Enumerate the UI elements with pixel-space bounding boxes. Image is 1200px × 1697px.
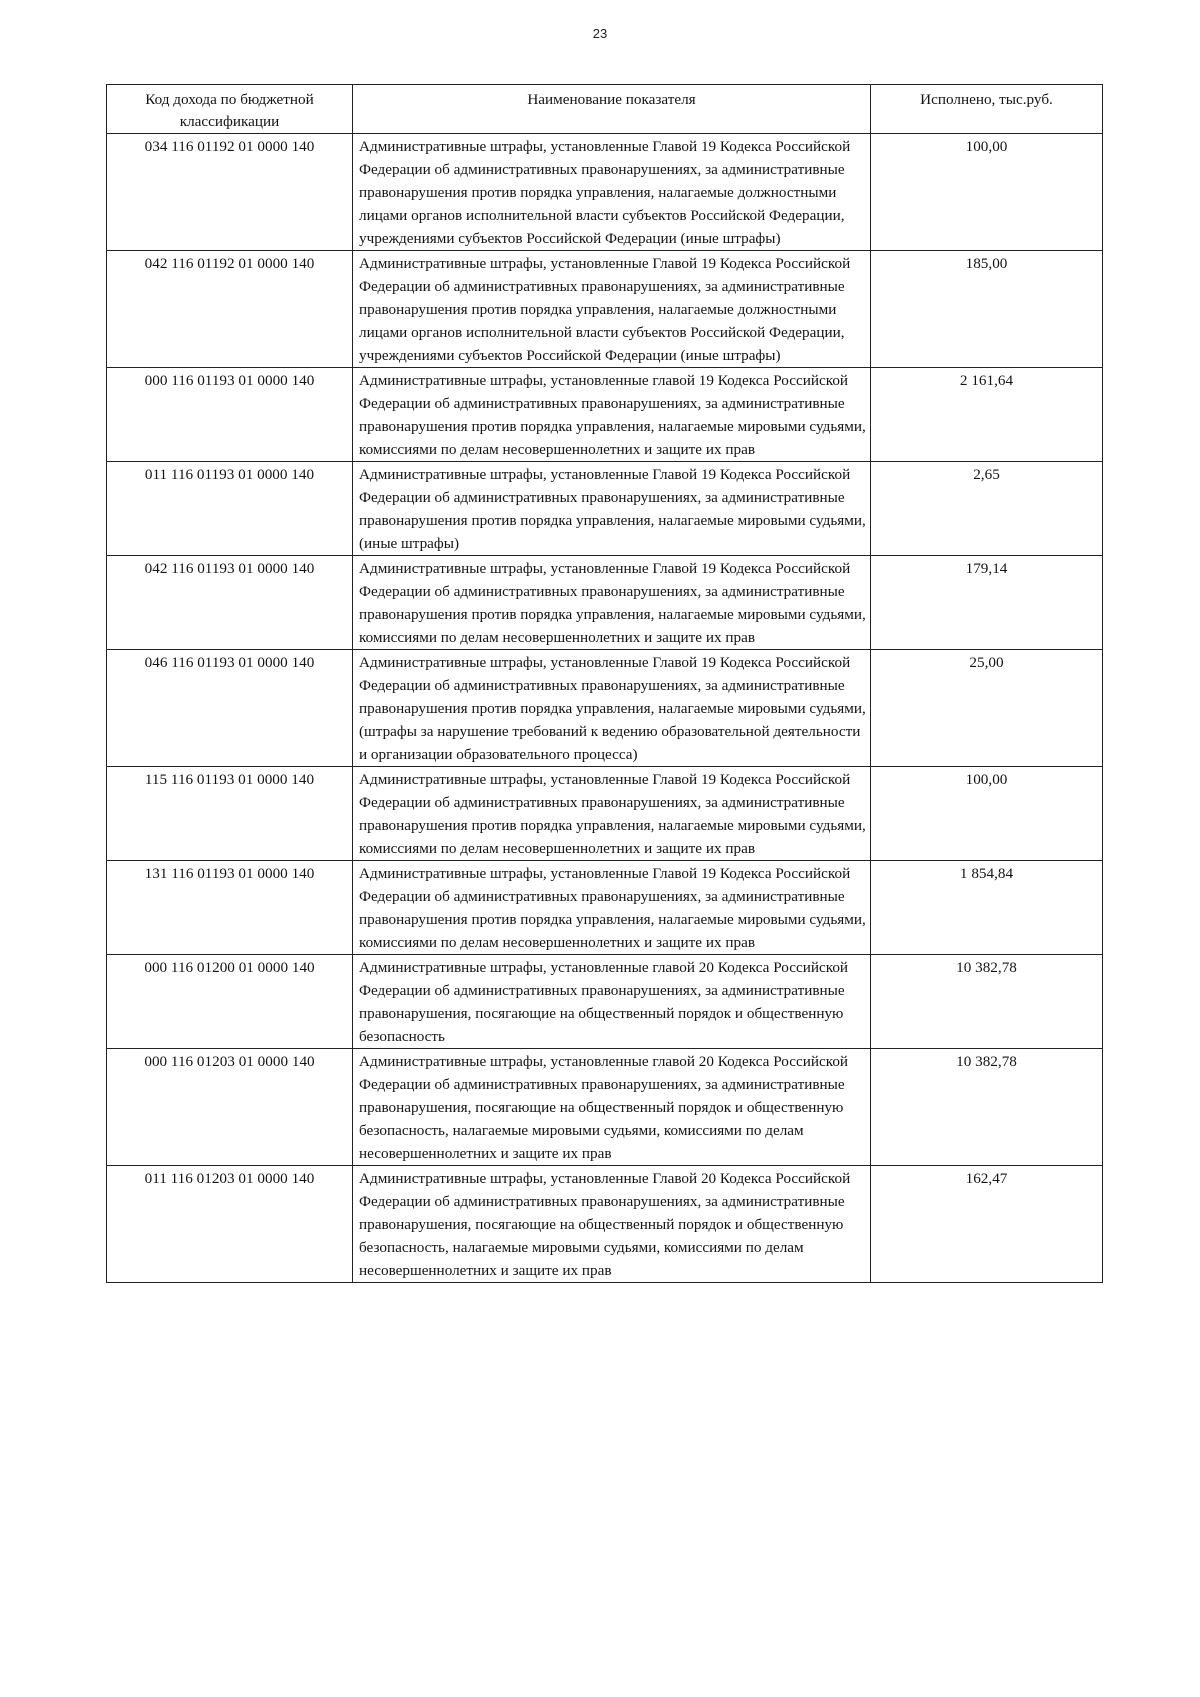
cell-name: Административные штрафы, установленные Главой 19 Кодекса Российской Федерации об административных правонарушениях, за административные правонарушения против порядка управления, налагаемые мировыми судьями, комиссиями по делам несовершеннолетних и защите их прав xyxy=(353,861,871,955)
table-row xyxy=(107,955,1103,1049)
table-row xyxy=(107,1049,1103,1166)
header-code: Код дохода по бюджетной классификации xyxy=(107,85,353,134)
cell-code: 046 116 01193 01 0000 140 xyxy=(107,650,353,767)
cell-code: 034 116 01192 01 0000 140 xyxy=(107,134,353,251)
cell-code: 131 116 01193 01 0000 140 xyxy=(107,861,353,955)
table-row xyxy=(107,251,1103,368)
table-header-row xyxy=(107,85,1103,134)
table-row xyxy=(107,368,1103,462)
cell-value: 25,00 xyxy=(871,650,1103,767)
table-row xyxy=(107,767,1103,861)
header-name: Наименование показателя xyxy=(353,85,871,134)
table-row xyxy=(107,861,1103,955)
page-number: 23 xyxy=(592,26,608,41)
revenue-table xyxy=(106,84,1103,1283)
cell-code: 011 116 01203 01 0000 140 xyxy=(107,1166,353,1283)
cell-value: 1 854,84 xyxy=(871,861,1103,955)
cell-name: Административные штрафы, установленные главой 19 Кодекса Российской Федерации об административных правонарушениях, за административные правонарушения против порядка управления, налагаемые мировыми судьями, комиссиями по делам несовершеннолетних и защите их прав xyxy=(353,368,871,462)
cell-name: Административные штрафы, установленные Главой 19 Кодекса Российской Федерации об административных правонарушениях, за административные правонарушения против порядка управления, налагаемые мировыми судьями, комиссиями по делам несовершеннолетних и защите их прав xyxy=(353,556,871,650)
table-row xyxy=(107,1166,1103,1283)
cell-name: Административные штрафы, установленные Главой 19 Кодекса Российской Федерации об административных правонарушениях, за административные правонарушения против порядка управления, налагаемые мировыми судьями, (иные штрафы) xyxy=(353,462,871,556)
table-row xyxy=(107,462,1103,556)
table-row xyxy=(107,134,1103,251)
cell-name: Административные штрафы, установленные главой 20 Кодекса Российской Федерации об административных правонарушениях, за административные правонарушения, посягающие на общественный порядок и общественную безопасность, налагаемые мировыми судьями, комиссиями по делам несовершеннолетних и защите их прав xyxy=(353,1049,871,1166)
header-value: Исполнено, тыс.руб. xyxy=(871,85,1103,134)
cell-code: 000 116 01203 01 0000 140 xyxy=(107,1049,353,1166)
cell-name: Административные штрафы, установленные Главой 19 Кодекса Российской Федерации об административных правонарушениях, за административные правонарушения против порядка управления, налагаемые должностными лицами органов исполнительной власти субъектов Российской Федерации, учреждениями субъектов Российской Федерации (иные штрафы) xyxy=(353,251,871,368)
cell-code: 042 116 01192 01 0000 140 xyxy=(107,251,353,368)
table-row xyxy=(107,556,1103,650)
cell-value: 2 161,64 xyxy=(871,368,1103,462)
cell-value: 10 382,78 xyxy=(871,955,1103,1049)
cell-code: 042 116 01193 01 0000 140 xyxy=(107,556,353,650)
cell-code: 000 116 01200 01 0000 140 xyxy=(107,955,353,1049)
cell-name: Административные штрафы, установленные Главой 19 Кодекса Российской Федерации об административных правонарушениях, за административные правонарушения против порядка управления, налагаемые мировыми судьями, комиссиями по делам несовершеннолетних и защите их прав xyxy=(353,767,871,861)
cell-code: 000 116 01193 01 0000 140 xyxy=(107,368,353,462)
cell-value: 2,65 xyxy=(871,462,1103,556)
cell-value: 100,00 xyxy=(871,134,1103,251)
cell-value: 162,47 xyxy=(871,1166,1103,1283)
cell-name: Административные штрафы, установленные Главой 20 Кодекса Российской Федерации об административных правонарушениях, за административные правонарушения, посягающие на общественный порядок и общественную безопасность, налагаемые мировыми судьями, комиссиями по делам несовершеннолетних и защите их прав xyxy=(353,1166,871,1283)
cell-value: 10 382,78 xyxy=(871,1049,1103,1166)
cell-code: 115 116 01193 01 0000 140 xyxy=(107,767,353,861)
table-row xyxy=(107,650,1103,767)
cell-name: Административные штрафы, установленные Главой 19 Кодекса Российской Федерации об административных правонарушениях, за административные правонарушения против порядка управления, налагаемые должностными лицами органов исполнительной власти субъектов Российской Федерации, учреждениями субъектов Российской Федерации (иные штрафы) xyxy=(353,134,871,251)
cell-value: 179,14 xyxy=(871,556,1103,650)
cell-name: Административные штрафы, установленные главой 20 Кодекса Российской Федерации об административных правонарушениях, за административные правонарушения, посягающие на общественный порядок и общественную безопасность xyxy=(353,955,871,1049)
cell-value: 185,00 xyxy=(871,251,1103,368)
cell-name: Административные штрафы, установленные Главой 19 Кодекса Российской Федерации об административных правонарушениях, за административные правонарушения против порядка управления, налагаемые мировыми судьями, (штрафы за нарушение требований к ведению образовательной деятельности и организации образовательного процесса) xyxy=(353,650,871,767)
cell-code: 011 116 01193 01 0000 140 xyxy=(107,462,353,556)
cell-value: 100,00 xyxy=(871,767,1103,861)
